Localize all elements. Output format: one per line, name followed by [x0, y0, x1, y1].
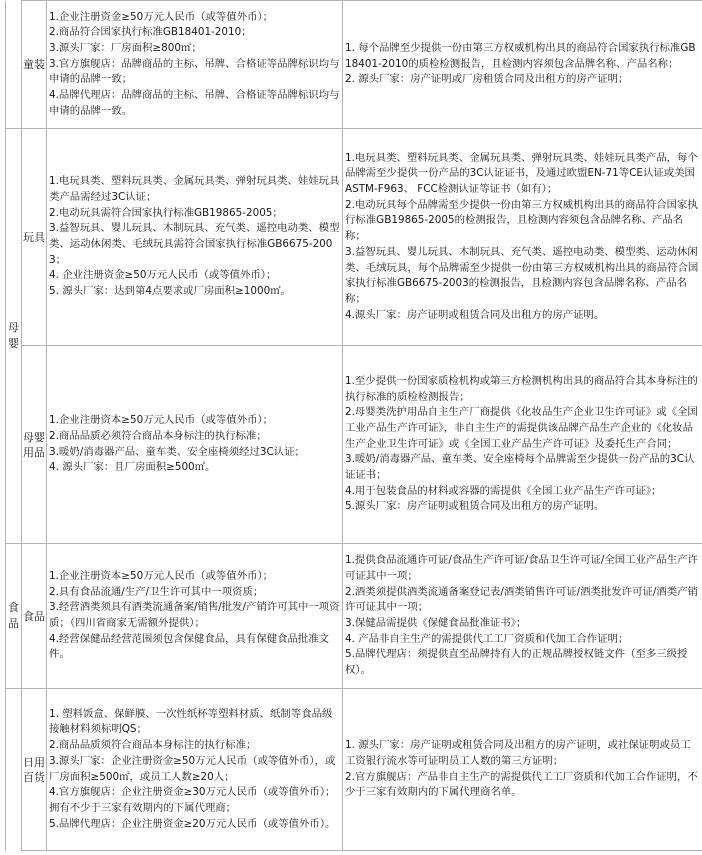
- table-row: [6, 544, 702, 689]
- category-cell: [6, 689, 22, 851]
- requirement-item: 3.益智玩具、婴儿玩具、木制玩具、充气类、遥控电动类、模型类、运动休闲类、毛绒玩具需符合国家执行标准GB6675-2003；: [49, 222, 340, 266]
- document-item: 4.用于包装食品的材料或容器的需提供《全国工业产品生产许可证》；: [345, 484, 662, 497]
- documents-cell: [343, 346, 702, 544]
- subcategory-label: 日用百货: [23, 755, 45, 784]
- requirement-item: 1.企业注册资本≥50万元人民币（或等值外币）；: [49, 414, 274, 427]
- table-row: [6, 689, 702, 851]
- requirement-item: 2.商品符合国家执行标准GB18401-2010；: [49, 26, 252, 39]
- document-item: 2.电动玩具每个品牌需至少提供一份由第三方权威机构出具的商品符合国家执行标准GB19865-2005的检测报告，且检测内容须包含品牌名称、产品名称；: [345, 198, 698, 243]
- requirement-item: 4. 企业注册资金≥50万元人民币（或等值外币）；: [49, 269, 277, 282]
- requirements-cell: [47, 1, 343, 129]
- requirement-item: 2.商品品质须符合商品本身标注的执行标准；: [49, 739, 257, 752]
- subcategory-label: 母婴用品: [23, 430, 45, 459]
- document-item: 1.提供食品流通许可证/食品生产许可证/食品卫生许可证/全国工业产品生产许可证其中一项；: [345, 554, 698, 582]
- subcategory-cell: 食品: [22, 544, 47, 689]
- document-item: 5.源头厂家：房产证明或租赁合同及出租方的房产证明。: [345, 500, 605, 513]
- documents-cell: [343, 1, 702, 129]
- document-item: 1.电玩具类、塑料玩具类、金属玩具类、弹射玩具类、娃娃玩具类产品，每个品牌需至少提供一份产品的3C认证证书，及通过欧盟EN-71等CE认证或美国ASTM-F963、 FCC检测认证等证书（如有）；: [345, 151, 698, 196]
- document-item: 2. 源头厂家：房产证明或厂房租赁合同及出租方的房产证明；: [345, 73, 629, 86]
- subcategory-cell: [22, 346, 47, 544]
- document-item: 1.至少提供一份国家质检机构或第三方检测机构出具的商品符合其本身标注的执行标准的质检检测报告；: [345, 374, 698, 403]
- requirements-cell: [47, 346, 343, 544]
- requirement-item: 3.源头厂家：厂房面积≥800㎡；: [49, 41, 202, 54]
- requirements-cell: [47, 689, 343, 851]
- document-item: 1. 源头厂家：房产证明或租赁合同及出租方的房产证明，或社保证明或员工工资银行流水等可证明员工人数的第三方证明；: [345, 739, 691, 767]
- subcategory-cell: 童装: [22, 1, 47, 129]
- documents-cell: [343, 544, 702, 689]
- requirement-item: 5.品牌代理店：企业注册资金≥20万元人民币（或等值外币）。: [49, 817, 336, 830]
- table-row: [6, 1, 702, 129]
- table-row: [6, 129, 702, 346]
- requirement-item: 4.品牌代理店：品牌商品的主标、吊牌、合格证等品牌标识均与申请的品牌一致。: [49, 89, 340, 117]
- requirement-item: 3.暖奶/消毒器产品、童车类、安全座椅须经过3C认证；: [49, 445, 305, 458]
- document-item: 4. 产品非自主生产的需提供代工工厂资质和代加工合作证明；: [345, 632, 629, 645]
- documents-cell: [343, 129, 702, 346]
- document-item: 2.母婴类洗护用品自主生产厂商提供《化妆品生产企业卫生许可证》或《全国工业产品生产许可证》，非自主生产的需提供该品牌产品生产企业的《化妆品生产企业卫生许可证》或《全国工业产品生产许可证》及委托生产合同；: [345, 406, 698, 450]
- subcategory-cell: 玩具: [22, 129, 47, 346]
- requirement-item: 1.企业注册资金≥50万元人民币（或等值外币）；: [49, 10, 274, 23]
- requirement-item: 3.官方旗舰店：品牌商品的主标、吊牌、合格证等品牌标识均与申请的品牌一致；: [49, 57, 340, 86]
- requirement-item: 1.企业注册资本≥50万元人民币（或等值外币）；: [49, 569, 274, 582]
- requirement-item: 3.源头厂家：企业注册资金≥50万元人民币（或等值外币），或厂房面积≥500㎡，或员工人数≥20人；: [49, 754, 336, 783]
- requirements-cell: [47, 544, 343, 689]
- requirement-item: 2.商品品质必须符合商品本身标注的执行标准；: [49, 429, 267, 442]
- requirement-item: 4.经营保健品经营范围须包含保健食品，具有保健食品批准文件。: [49, 632, 330, 661]
- document-item: 4.源头厂家：房产证明或租赁合同及出租方的房产证明。: [345, 308, 605, 321]
- document-item: 3.益智玩具、婴儿玩具、木制玩具、充气类、遥控电动类、模型类、运动休闲类、毛绒玩具，每个品牌需至少提供一份由第三方权威机构出具的商品符合国家执行标准GB6675-2003的检测报告，且检测内容包含品牌名称、产品名称；: [345, 245, 699, 305]
- category-cell: 食品: [6, 544, 22, 689]
- category-cell: [6, 1, 22, 129]
- document-item: 2.酒类须提供酒类流通备案登记表/酒类销售许可证/酒类批发许可证/酒类产销许可证其中一项；: [345, 585, 698, 614]
- requirement-item: 4.官方旗舰店：企业注册资金≥30万元人民币（或等值外币）；拥有不少于三家有效期内的下属代理商；: [49, 786, 336, 814]
- subcategory-cell: [22, 689, 47, 851]
- requirements-cell: [47, 129, 343, 346]
- requirement-item: 2.电动玩具需符合国家执行标准GB19865-2005；: [49, 206, 283, 219]
- document-item: 5.品牌代理店：须提供直至品牌持有人的正规品牌授权链文件（至多三级授权）。: [345, 648, 688, 677]
- requirement-item: 4. 源头厂家：且厂房面积≥500㎡。: [49, 461, 216, 474]
- requirement-item: 2.具有食品流通/生产/卫生许可其中一项资质；: [49, 585, 264, 598]
- requirement-item: 1.电玩具类、塑料玩具类、金属玩具类、弹射玩具类、娃娃玩具类产品需经过3C认证；: [49, 175, 340, 203]
- documents-cell: [343, 689, 702, 851]
- document-item: 1. 每个品牌至少提供一份由第三方权威机构出具的商品符合国家执行标准GB18401-2010的质检检测报告，且检测内容须包含品牌名称、产品名称；: [345, 41, 696, 70]
- document-item: 3.暖奶/消毒器产品、童车类、安全座椅每个品牌需至少提供一份产品的3C认证证书；: [345, 453, 695, 482]
- requirement-item: 5. 源头厂家：达到第4点要求或厂房面积≥1000㎡。: [49, 285, 292, 298]
- qualification-table: [5, 0, 702, 851]
- requirement-item: 3.经营酒类须具有酒类流通备案/销售/批发/产销许可其中一项资质；（四川省商家无需额外提供）；: [49, 601, 340, 629]
- document-item: 3.保健品需提供《保健食品批准证书》；: [345, 617, 527, 629]
- table-row: [6, 346, 702, 544]
- requirement-item: 1. 塑料饭盒、保鲜膜、一次性纸杯等塑料材质、纸制等食品级接触材料须标明QS；: [49, 707, 333, 736]
- category-cell: 母婴: [6, 129, 22, 544]
- document-item: 2.官方旗舰店：产品非自主生产的需提供代工工厂资质和代加工合作证明，不少于三家有效期内的下属代理商名单。: [345, 770, 698, 799]
